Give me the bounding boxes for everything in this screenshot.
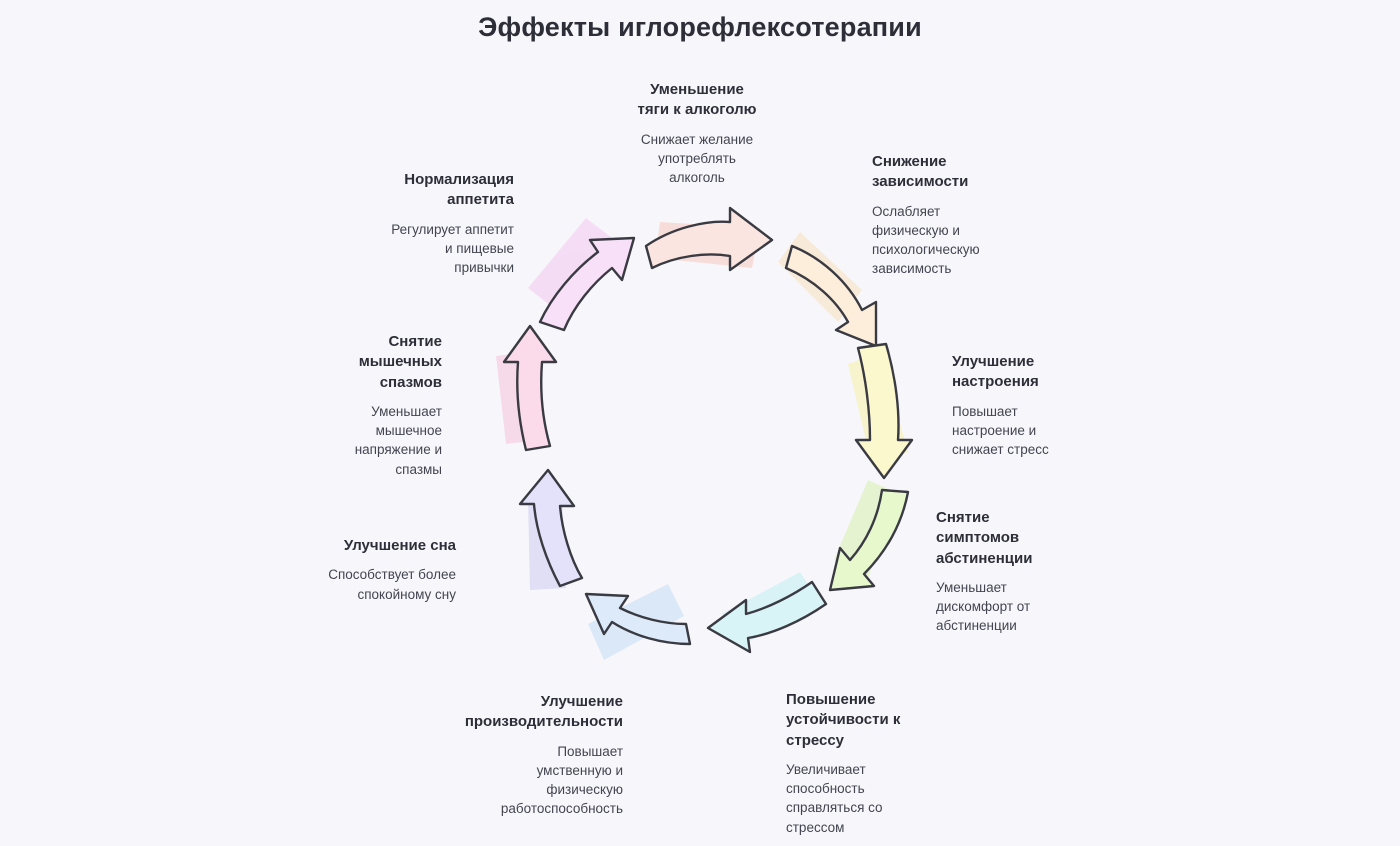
cycle-node-0-title: Уменьшение тяги к алкоголю: [637, 81, 757, 119]
cycle-node-8-desc: Регулирует аппетит и пищевые привычки: [391, 221, 514, 276]
cycle-node-1-desc: Ослабляет физическую и психологическую зависимость: [872, 203, 980, 277]
cycle-node-5-desc: Повышает умственную и физическую работоспособность: [500, 743, 623, 817]
cycle-node-7[interactable]: [340, 332, 442, 479]
cycle-node-0-desc: Снижает желание употреблять алкоголь: [640, 131, 754, 186]
cycle-node-5[interactable]: [420, 692, 623, 818]
cycle-node-2-desc: Повышает настроение и снижает стресс: [952, 403, 1049, 458]
cycle-node-3-title: Снятие симптомов абстиненции: [936, 509, 1033, 567]
cycle-node-2-title: Улучшение настроения: [952, 353, 1039, 391]
cycle-node-6-desc: Способствует более спокойному сну: [328, 567, 456, 602]
cycle-node-5-title: Улучшение производительности: [464, 693, 623, 731]
cycle-node-4[interactable]: [786, 690, 971, 837]
cycle-node-0[interactable]: [592, 80, 802, 187]
cycle-node-6[interactable]: [300, 536, 456, 604]
page-title: Эффекты иглорефлексотерапии: [478, 12, 922, 42]
cycle-node-8-title: Нормализация аппетита: [404, 171, 514, 209]
cycle-node-8[interactable]: [348, 170, 514, 277]
cycle-node-4-desc: Увеличивает способность справляться со стрессом: [786, 762, 883, 835]
cycle-node-4-title: Повышение устойчивости к стрессу: [786, 691, 901, 749]
cycle-node-6-title: Улучшение сна: [343, 537, 456, 554]
cycle-node-1-title: Снижение зависимости: [872, 153, 969, 191]
cycle-node-3[interactable]: [936, 508, 1121, 636]
cycle-node-2[interactable]: [952, 352, 1127, 459]
cycle-node-3-desc: Уменьшает дискомфорт от абстиненции: [936, 580, 1031, 634]
cycle-node-1[interactable]: [872, 152, 1057, 278]
cycle-node-7-title: Снятие мышечных спазмов: [358, 333, 442, 391]
cycle-node-7-desc: Уменьшает мышечное напряжение и спазмы: [354, 404, 442, 477]
